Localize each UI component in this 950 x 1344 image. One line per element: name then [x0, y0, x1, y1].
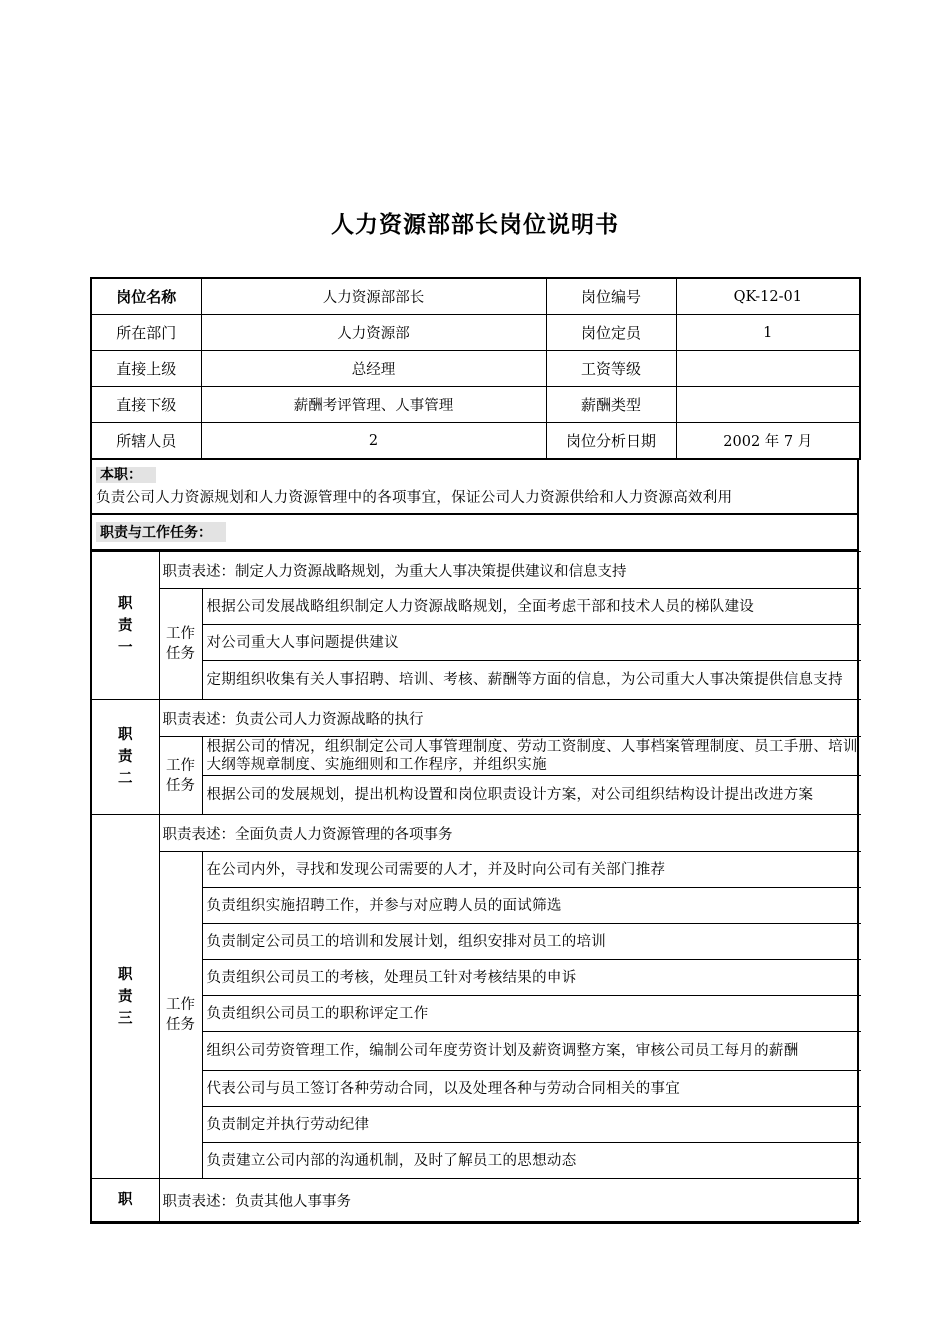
info-row [91, 387, 860, 423]
task-item: 负责组织公司员工的职称评定工作 [202, 996, 861, 1032]
summary-text: 负责公司人力资源规划和人力资源管理中的各项事宜，保证公司人力资源供给和人力资源高效利用 [96, 490, 733, 506]
info-label: 工资等级 [546, 351, 676, 387]
task-row [92, 960, 861, 996]
task-item: 定期组织收集有关人事招聘、培训、考核、薪酬等方面的信息，为公司重大人事决策提供信息支持 [202, 661, 861, 700]
duties-table [92, 551, 861, 1222]
page-title: 人力资源部部长岗位说明书 [331, 212, 619, 238]
duty-label: 职 责 一 [92, 552, 159, 700]
task-row [92, 589, 861, 625]
info-value: QK-12-01 [676, 278, 860, 315]
info-row [91, 315, 860, 351]
task-label: 工作 任务 [159, 589, 202, 700]
task-item: 负责制定公司员工的培训和发展计划，组织安排对员工的培训 [202, 924, 861, 960]
job-description-sheet [90, 277, 859, 1224]
task-row [92, 776, 861, 815]
duty-label: 职 责 二 [92, 700, 159, 815]
task-item: 代表公司与员工签订各种劳动合同，以及处理各种与劳动合同相关的事宜 [202, 1071, 861, 1107]
info-row [91, 423, 860, 460]
duty-desc-row [92, 815, 861, 852]
task-row [92, 1143, 861, 1179]
info-label: 岗位定员 [546, 315, 676, 351]
task-row [92, 1032, 861, 1071]
duties-section [90, 551, 859, 1224]
info-value: 1 [676, 315, 860, 351]
task-item: 负责组织实施招聘工作，并参与对应聘人员的面试筛选 [202, 888, 861, 924]
task-item: 负责制定并执行劳动纪律 [202, 1107, 861, 1143]
info-value: 人力资源部 [201, 315, 546, 351]
info-label: 直接上级 [91, 351, 201, 387]
task-row [92, 996, 861, 1032]
info-label: 岗位分析日期 [546, 423, 676, 460]
info-label: 薪酬类型 [546, 387, 676, 423]
info-label: 岗位名称 [91, 278, 201, 315]
basic-info-table [90, 277, 861, 460]
info-label: 直接下级 [91, 387, 201, 423]
task-item: 组织公司劳资管理工作，编制公司年度劳资计划及薪资调整方案，审核公司员工每月的薪酬 [202, 1032, 861, 1071]
duty-desc-row [92, 1179, 861, 1222]
duty-description: 职责表述：制定人力资源战略规划，为重大人事决策提供建议和信息支持 [159, 552, 861, 589]
info-value: 总经理 [201, 351, 546, 387]
info-value: 2002 年 7 月 [676, 423, 860, 460]
info-value [676, 387, 860, 423]
task-item: 根据公司发展战略组织制定人力资源战略规划，全面考虑干部和技术人员的梯队建设 [202, 589, 861, 625]
info-value: 薪酬考评管理、人事管理 [201, 387, 546, 423]
info-label: 所在部门 [91, 315, 201, 351]
task-row [92, 625, 861, 661]
task-label: 工作 任务 [159, 852, 202, 1179]
summary-heading: 本职： [96, 464, 853, 484]
duty-description: 职责表述：负责其他人事事务 [159, 1179, 861, 1222]
task-row [92, 888, 861, 924]
task-row [92, 737, 861, 776]
duty-description: 职责表述：全面负责人力资源管理的各项事务 [159, 815, 861, 852]
task-item: 负责建立公司内部的沟通机制，及时了解员工的思想动态 [202, 1143, 861, 1179]
info-value [676, 351, 860, 387]
info-label: 岗位编号 [546, 278, 676, 315]
info-row [91, 351, 860, 387]
info-value: 2 [201, 423, 546, 460]
task-label: 工作 任务 [159, 737, 202, 815]
task-item: 根据公司的情况，组织制定公司人事管理制度、劳动工资制度、人事档案管理制度、员工手册、培训大纲等规章制度、实施细则和工作程序，并组织实施 [202, 737, 861, 776]
task-row [92, 852, 861, 888]
duty-label: 职 责 三 [92, 815, 159, 1179]
duty-description: 职责表述：负责公司人力资源战略的执行 [159, 700, 861, 737]
task-row [92, 661, 861, 700]
tasks-heading: 职责与工作任务： [90, 515, 859, 551]
summary-section [90, 460, 859, 515]
info-row [91, 278, 860, 315]
duty-desc-row [92, 700, 861, 737]
task-item: 负责组织公司员工的考核，处理员工针对考核结果的申诉 [202, 960, 861, 996]
task-item: 根据公司的发展规划，提出机构设置和岗位职责设计方案，对公司组织结构设计提出改进方案 [202, 776, 861, 815]
task-row [92, 924, 861, 960]
task-row [92, 1071, 861, 1107]
duty-label: 职 [92, 1179, 159, 1222]
info-value: 人力资源部部长 [201, 278, 546, 315]
duty-desc-row [92, 552, 861, 589]
task-item: 在公司内外，寻找和发现公司需要的人才，并及时向公司有关部门推荐 [202, 852, 861, 888]
task-row [92, 1107, 861, 1143]
task-item: 对公司重大人事问题提供建议 [202, 625, 861, 661]
info-label: 所辖人员 [91, 423, 201, 460]
